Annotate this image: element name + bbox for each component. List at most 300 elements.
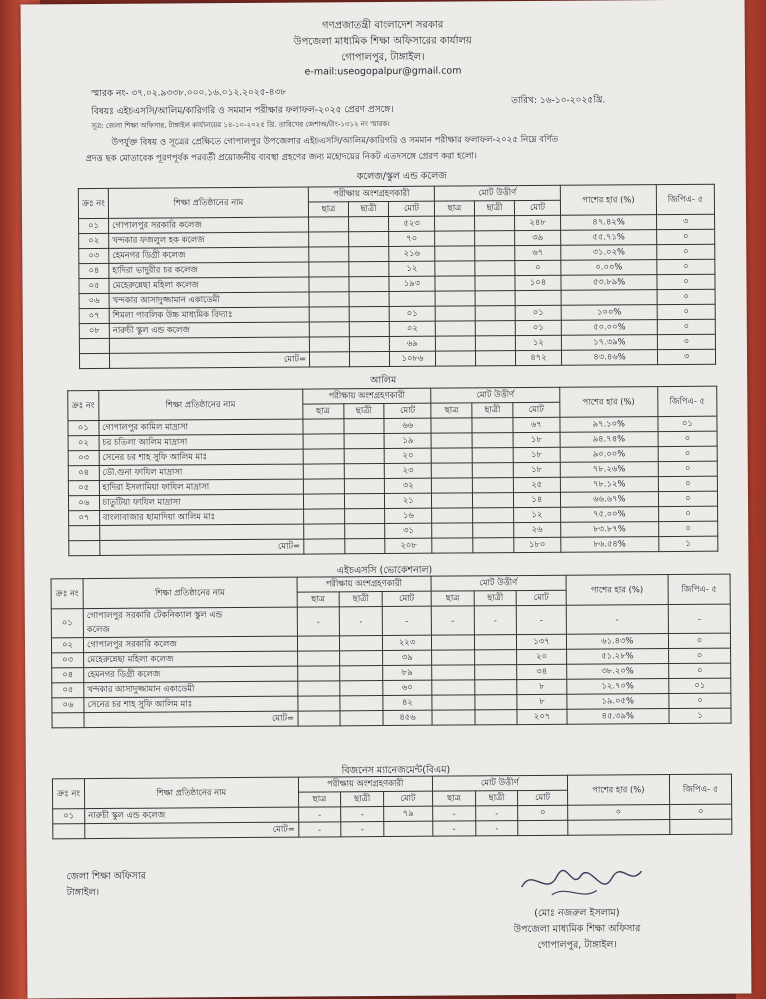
total-boys: -	[298, 822, 341, 837]
col-passed-total: মোট	[517, 590, 566, 605]
col-pass-rate: পাশের হার (%)	[566, 575, 669, 606]
cell-institution	[99, 494, 303, 510]
signer-title: উপজেলা মাধ্যমিক শিক্ষা অফিসার	[513, 923, 641, 936]
cell-gpa5: ০	[657, 304, 715, 319]
col-institution: শিক্ষা প্রতিষ্ঠানের নাম	[108, 187, 308, 218]
cell-pb	[432, 650, 475, 665]
cell-total: ২৩	[385, 463, 432, 478]
col-institution: শিক্ষা প্রতিষ্ঠানের নাম	[84, 777, 298, 808]
cell-gpa5: ০	[668, 633, 730, 648]
cell-total: ৭০	[389, 231, 435, 246]
cell-gpa5: ৩	[657, 214, 715, 229]
cell-girls	[344, 434, 385, 449]
cell-pt: -	[517, 605, 566, 634]
total-pass-rate: ৪৩.৪৬%	[561, 350, 657, 366]
col-institution: শিক্ষা প্রতিষ্ঠানের নাম	[98, 389, 302, 420]
cell-total: ১৬	[385, 508, 432, 523]
cell-pg	[472, 418, 513, 433]
cell-gpa5: ০	[657, 274, 715, 289]
cell-serial: ০৭	[79, 308, 109, 323]
col-passed-girls: ছাত্রী	[474, 201, 514, 216]
cell-boys	[309, 322, 349, 337]
col-passed-total: মোট	[513, 402, 560, 417]
institution-name: হেমনগর ডিগ্রী কলেজ	[112, 249, 186, 260]
institution-name: সেনের চর শাহ সুফি আলিম মাঃ	[87, 698, 193, 710]
cell-pg	[474, 635, 517, 650]
total-pb	[432, 710, 475, 725]
cell-pass-rate: ০	[567, 805, 670, 821]
alim-results-table	[67, 386, 718, 557]
total-gpa5	[670, 819, 732, 834]
cell-boys	[309, 217, 349, 232]
cell-total: ০১	[389, 306, 435, 321]
institution-name: গোপালপুর কামিল মাদ্রাসা	[102, 421, 189, 432]
institution-name: নারুচী স্কুল এন্ড কলেজ	[88, 809, 166, 821]
cell-pass-rate: ৭৮.২৬%	[560, 462, 658, 478]
bm-results-table	[52, 774, 732, 840]
cell-boys	[297, 681, 340, 696]
cell-girls	[349, 246, 389, 261]
cell-pass-rate: ৯০.০০%	[560, 447, 658, 463]
govt-title: গণপ্রজাতন্ত্রী বাংলাদেশ সরকার	[321, 19, 444, 32]
cell-serial: ০৬	[79, 293, 109, 308]
cell-total: ১৯৩	[389, 276, 435, 291]
table-header-row	[68, 386, 717, 406]
cell-pt: ৮	[517, 694, 566, 709]
cell-gpa5: ০১	[658, 416, 717, 431]
cell-pg	[474, 665, 517, 680]
cell-total: ৫২৩	[389, 216, 435, 231]
cell-institution	[109, 232, 309, 248]
col-passed: মোট উত্তীর্ণ	[434, 185, 560, 201]
cell-institution	[99, 509, 303, 525]
institution-name: চর চতিলা আলিম মাদ্রাসা	[102, 436, 188, 447]
cell-pt: ১২	[513, 507, 560, 522]
cell-pg: -	[475, 806, 518, 821]
cell-girls	[349, 216, 389, 231]
cell-institution	[99, 464, 303, 480]
col-girls: ছাত্রী	[348, 201, 388, 216]
cell-serial: ০৩	[52, 653, 84, 668]
cell-boys	[303, 449, 344, 464]
institution-name: খন্দকার ফজলুল হক কলেজ	[112, 234, 205, 245]
cell-pt: ২৪৮	[515, 215, 561, 230]
cell-pt: ১৩৭	[517, 634, 566, 649]
col-gpa5: জিপিএ- ৫	[656, 184, 714, 214]
cell-boys	[303, 419, 344, 434]
cell-serial: ০১	[51, 609, 83, 638]
cell-boys	[297, 696, 340, 711]
cell-pg	[475, 336, 515, 351]
cell-serial: ০১	[68, 421, 99, 436]
institution-name: বাংলাবাজার ছামাদিয়া আলিম মাঃ	[102, 511, 216, 522]
total-total	[384, 821, 433, 836]
college-results-table	[78, 184, 716, 369]
office-email: e-mail:useogopalpur@gmail.com	[304, 65, 462, 78]
cell-gpa5: ০	[658, 521, 717, 536]
cell-girls	[349, 306, 389, 321]
cell-pg	[473, 493, 514, 508]
cell-pg	[472, 463, 513, 478]
cell-institution	[84, 666, 298, 682]
institution-name: হাদিরা ভাদুরীর চর কলেজ	[112, 264, 198, 275]
col-boys: ছাত্র	[308, 202, 348, 217]
cell-total: ৮৯	[383, 665, 432, 680]
col-passed-boys: ছাত্র	[431, 403, 472, 418]
col-passed: মোট উত্তীর্ণ	[431, 387, 560, 403]
memo-body-1: উপর্যুক্ত বিষয় ও সূত্রের প্রেক্ষিতে গোপালপুর উপজেলার এইচএসসি/আলিম/কারিগরি ও সমমান পরীক্ষার ফলাফল-২০২৫ নিম্নে বর্ণিত	[111, 134, 559, 148]
cell-institution	[109, 247, 309, 263]
cell-pg	[475, 276, 515, 291]
cell-pt: ২৫	[513, 477, 560, 492]
col-passed-girls: ছাত্রী	[472, 403, 513, 418]
memo-subject: বিষয়ঃ এইচএসসি/আলিম/কারিগরি ও সমমান পরীক্ষার ফলাফল-২০২৫ প্রেরণ প্রসঙ্গে।	[91, 104, 394, 118]
cell-pass-rate: ৪৭.৪২%	[561, 215, 657, 231]
cell-pb	[432, 508, 473, 523]
total-pb	[432, 538, 473, 553]
cell-boys	[297, 636, 340, 651]
memo-body-2: প্রদত্ত ছক মোতাবেক পূরণপূর্বক পরবর্তী প্রয়োজনীয় ব্যবস্থা গ্রহণের জন্য মহোদয়ের নিকট এতদসঙ্গে প্রেরণ করা হলো।	[85, 151, 478, 165]
cell-institution	[109, 307, 309, 323]
cell-institution	[109, 337, 309, 353]
col-gpa5: জিপিএ- ৫	[669, 774, 731, 804]
total-gpa5: ১	[659, 536, 718, 551]
cell-total: ২১৬	[389, 246, 435, 261]
cell-pb	[435, 276, 475, 291]
cell-pb	[431, 448, 472, 463]
col-examinees: পরীক্ষায় অংশগ্রহণকারী	[302, 388, 431, 404]
col-passed-total: মোট	[514, 200, 560, 215]
cell-girls	[340, 636, 383, 651]
total-label: মোট=	[109, 352, 309, 368]
cell-pt: ০	[515, 260, 561, 275]
cell-boys	[309, 262, 349, 277]
institution-name: শিমলা পাবলিক উচ্চ মাধ্যমিক বিদ্যাঃ	[112, 309, 233, 320]
total-boys	[303, 539, 344, 554]
vocational-results-table	[51, 574, 732, 729]
cell-institution	[99, 434, 303, 450]
cell-gpa5: ০	[658, 431, 717, 446]
total-gpa5: ৩	[657, 349, 715, 364]
memo-ref: স্মারক নং- ৩৭.০২.৯৩৩৮.০০০.১৬.০১২.২০২৫-৪৩৮	[91, 87, 287, 100]
office-location: গোপালপুর, টাঙ্গাইল।	[341, 51, 425, 64]
cell-pass-rate: ৫৫.৭১%	[561, 230, 657, 246]
cell-pass-rate: ৮৩.৮৭%	[560, 522, 658, 538]
col-pass-rate: পাশের হার (%)	[560, 387, 658, 418]
col-gpa5: জিপিএ- ৫	[668, 574, 730, 604]
institution-name: নারুচী স্কুল এন্ড কলেজ	[112, 324, 190, 335]
total-pt: ২০৭	[517, 709, 566, 724]
cell-pg	[474, 650, 517, 665]
cell-pass-rate: ৫০.০০%	[561, 320, 657, 336]
cell-gpa5: ০	[657, 319, 715, 334]
memo-source: সূত্র: জেলা শিক্ষা অফিসার, টাঙ্গাইল কার্যালয়ের ১৪-১০-২০২৫ খ্রি. তারিখের জেশাঅ/টাং-১৩১২ নং স্মারক।	[91, 119, 390, 131]
cell-total	[389, 291, 435, 306]
section-title-college: কলেজ/স্কুল এন্ড কলেজ	[356, 170, 447, 183]
cell-empty	[53, 824, 85, 839]
total-pass-rate: ৮৬.৫৪%	[561, 537, 659, 553]
cell-pb	[435, 246, 475, 261]
cell-serial: ০৩	[79, 248, 109, 263]
col-examinees: পরীক্ষায় অংশগ্রহণকারী	[298, 776, 433, 792]
cell-pass-rate: ৫১.২৮%	[566, 649, 669, 665]
cell-pass-rate: ০.০০%	[561, 260, 657, 276]
cell-total: ৬৬	[384, 418, 431, 433]
cell-boys	[309, 247, 349, 262]
cell-pb	[432, 493, 473, 508]
cell-pass-rate: ৯৪.৭৪%	[560, 432, 658, 448]
cell-pg	[473, 508, 514, 523]
table-total-row	[79, 349, 715, 368]
cell-serial	[69, 526, 100, 541]
col-boys: ছাত্র	[297, 592, 340, 607]
cell-gpa5: ০	[658, 461, 717, 476]
section-title-vocational: এইচএসসি (ভোকেশনাল)	[336, 564, 433, 577]
cell-gpa5: ০	[658, 446, 717, 461]
cell-pg: -	[474, 606, 517, 635]
cell-serial: ০২	[79, 233, 109, 248]
cell-total: ৪২	[383, 695, 432, 710]
cell-pg	[474, 680, 517, 695]
cell-pt: ৬৭	[513, 417, 560, 432]
cell-institution	[109, 277, 309, 293]
cell-pb	[432, 695, 475, 710]
institution-name: গোপালপুর সরকারি টেকনিক্যাল স্কুল এন্ড	[86, 609, 223, 621]
cell-pg	[475, 695, 518, 710]
cell-pb	[435, 231, 475, 246]
cell-pass-rate: ৩৮.২০%	[566, 664, 669, 680]
cell-serial: ০৭	[69, 511, 100, 526]
col-serial: ক্রঃ নং	[52, 779, 84, 809]
cell-pass-rate: ১২.৭০%	[566, 679, 669, 695]
total-total: ২০৮	[385, 538, 432, 553]
cell-girls	[344, 524, 385, 539]
cell-institution	[84, 696, 298, 712]
cell-boys	[303, 524, 344, 539]
total-pt: ১৮০	[514, 537, 561, 552]
institution-name: গোপালপুর সরকারি কলেজ	[86, 638, 177, 650]
total-boys	[309, 352, 349, 367]
cell-girls	[344, 464, 385, 479]
cell-pg	[475, 231, 515, 246]
cell-total: ৬৯	[389, 336, 435, 351]
total-label: মোট=	[84, 711, 298, 727]
cell-institution	[99, 479, 303, 495]
cell-pt: ১৮	[513, 462, 560, 477]
col-passed: মোট উত্তীর্ণ	[432, 775, 567, 791]
cell-serial: ০২	[51, 638, 83, 653]
institution-name: হেমনগর ডিগ্রী কলেজ	[87, 668, 161, 680]
cell-girls	[340, 666, 383, 681]
cell-pg	[475, 291, 515, 306]
cell-institution	[84, 681, 298, 697]
cell-pg	[472, 433, 513, 448]
total-girls	[340, 711, 383, 726]
cell-gpa5: ০	[657, 334, 715, 349]
cell-pt: ৩৯	[515, 230, 561, 245]
cell-institution	[109, 322, 309, 338]
cell-pass-rate: ৫৩.৮৯%	[561, 275, 657, 291]
cell-girls	[349, 291, 389, 306]
cell-pg	[475, 321, 515, 336]
cell-girls	[349, 261, 389, 276]
col-total: মোট	[388, 201, 434, 216]
cell-institution	[99, 419, 303, 435]
cell-total: ৩১	[385, 523, 432, 538]
cell-pt: ১২	[515, 335, 561, 350]
cell-pb	[432, 680, 475, 695]
total-total: ৪৫৬	[383, 710, 432, 725]
cell-pt: ৩৪	[517, 664, 566, 679]
table-header-row	[52, 774, 731, 794]
cell-girls	[340, 651, 383, 666]
cell-girls	[343, 419, 384, 434]
institution-name-cont: কলেজ	[86, 623, 110, 635]
cell-gpa5: ০	[658, 506, 717, 521]
cell-total: -	[382, 606, 431, 635]
cell-serial: ০২	[68, 436, 99, 451]
col-total: মোট	[382, 591, 431, 606]
cell-pg	[475, 261, 515, 276]
cell-boys: -	[297, 607, 340, 636]
cell-pass-rate: ৩১.০২%	[561, 245, 657, 261]
cell-total: ৩২	[385, 478, 432, 493]
cell-boys	[309, 337, 349, 352]
cell-boys	[303, 479, 344, 494]
institution-name: খন্দকার আসাদুজ্জামান একাডেমী	[112, 294, 220, 305]
cell-boys	[309, 307, 349, 322]
cell-girls	[340, 681, 383, 696]
total-pass-rate	[567, 820, 670, 836]
total-gpa5: ১	[669, 708, 731, 723]
institution-name: হাদিরা ইসলামিয়া ফাযিল মাদ্রাসা	[102, 481, 210, 492]
cell-total: ৬০	[383, 680, 432, 695]
col-passed: মোট উত্তীর্ণ	[431, 575, 566, 591]
cell-pb	[432, 463, 473, 478]
cell-pass-rate: ১৭.৩৯%	[561, 335, 657, 351]
cell-girls	[340, 696, 383, 711]
signer-location: গোপালপুর, টাঙ্গাইল।	[537, 939, 617, 951]
cell-boys	[303, 464, 344, 479]
col-girls: ছাত্রী	[341, 792, 384, 807]
table-header-row	[51, 574, 730, 594]
cell-pass-rate: ৬৬.৬৭%	[560, 492, 658, 508]
col-total: মোট	[383, 791, 432, 806]
cell-serial: ০৫	[68, 481, 99, 496]
cell-girls: -	[341, 807, 384, 822]
cell-girls	[349, 321, 389, 336]
cell-empty	[69, 541, 100, 556]
institution-name: চাতুটিয়া ফাযিল মাদ্রাসা	[102, 496, 181, 507]
cell-serial: ০১	[79, 218, 109, 233]
cell-pb: -	[431, 606, 474, 635]
cell-gpa5: ০	[657, 289, 715, 304]
recipient-location: টাঙ্গাইল।	[66, 887, 100, 899]
cell-total: ১৯	[384, 433, 431, 448]
cell-institution	[99, 449, 303, 465]
cell-pb	[431, 418, 472, 433]
cell-total: ০২	[389, 321, 435, 336]
cell-pass-rate: ৭৮.১২%	[560, 477, 658, 493]
cell-serial: ০৪	[79, 263, 109, 278]
cell-total: ২০	[384, 448, 431, 463]
document-page	[21, 0, 752, 999]
col-pass-rate: পাশের হার (%)	[560, 185, 656, 216]
col-boys: ছাত্র	[303, 404, 344, 419]
cell-pb	[435, 336, 475, 351]
col-total: মোট	[384, 403, 431, 418]
total-total: ১০৮৬	[389, 351, 435, 366]
col-girls: ছাত্রী	[343, 404, 384, 419]
cell-girls	[349, 276, 389, 291]
col-passed-girls: ছাত্রী	[475, 791, 518, 806]
cell-serial: ০৫	[79, 278, 109, 293]
cell-pb: -	[433, 806, 476, 821]
cell-pb	[432, 665, 475, 680]
cell-total: ২২৩	[382, 635, 431, 650]
cell-gpa5: -	[668, 604, 730, 633]
cell-institution	[83, 636, 297, 652]
total-girls	[349, 351, 389, 366]
total-pg	[475, 710, 518, 725]
cell-pb	[431, 433, 472, 448]
cell-pb	[432, 523, 473, 538]
cell-pb	[432, 478, 473, 493]
cell-pt: ০	[518, 805, 567, 820]
cell-total: ৩৯	[382, 650, 431, 665]
cell-pb	[435, 291, 475, 306]
total-pb	[435, 351, 475, 366]
cell-serial: ০৮	[79, 323, 109, 338]
cell-girls	[344, 479, 385, 494]
cell-pt: ১৮	[513, 447, 560, 462]
institution-name: ডৌ.গুনা ফাযিল মাদ্রাসা	[102, 466, 183, 477]
cell-girls	[344, 449, 385, 464]
recipient-title: জেলা শিক্ষা অফিসার	[66, 870, 146, 883]
cell-gpa5: ০	[657, 259, 715, 274]
cell-pb	[435, 261, 475, 276]
cell-pt: ১০৪	[515, 275, 561, 290]
cell-gpa5: ০	[669, 648, 731, 663]
col-boys: ছাত্র	[298, 792, 341, 807]
col-passed-girls: ছাত্রী	[474, 591, 517, 606]
cell-pass-rate: ৯৭.১০%	[560, 417, 658, 433]
cell-serial: ০৬	[52, 698, 84, 713]
cell-boys	[309, 232, 349, 247]
cell-pt: ১৮	[513, 432, 560, 447]
col-serial: ক্রঃ নং	[68, 391, 99, 421]
cell-gpa5: ০	[670, 804, 732, 819]
col-examinees: পরীক্ষায় অংশগ্রহণকারী	[308, 186, 434, 202]
institution-name: গোপালপুর সরকারি কলেজ	[112, 219, 202, 230]
cell-pb	[435, 306, 475, 321]
cell-gpa5: ০	[669, 693, 731, 708]
cell-institution	[83, 607, 297, 637]
cell-boys	[297, 666, 340, 681]
col-institution: শিক্ষা প্রতিষ্ঠানের নাম	[83, 577, 297, 608]
total-pg: -	[475, 821, 518, 836]
total-label: মোট=	[99, 539, 303, 555]
cell-gpa5: ০	[658, 491, 717, 506]
cell-institution	[109, 262, 309, 278]
total-pt: ৪৭২	[515, 350, 561, 365]
cell-girls	[344, 494, 385, 509]
cell-pg	[475, 246, 515, 261]
cell-pass-rate: ১৯.০৫%	[566, 694, 669, 710]
total-pass-rate: ৪৫.৩৯%	[567, 709, 670, 725]
signature-scribble	[512, 856, 652, 907]
cell-pass-rate: ১০০%	[561, 305, 657, 321]
